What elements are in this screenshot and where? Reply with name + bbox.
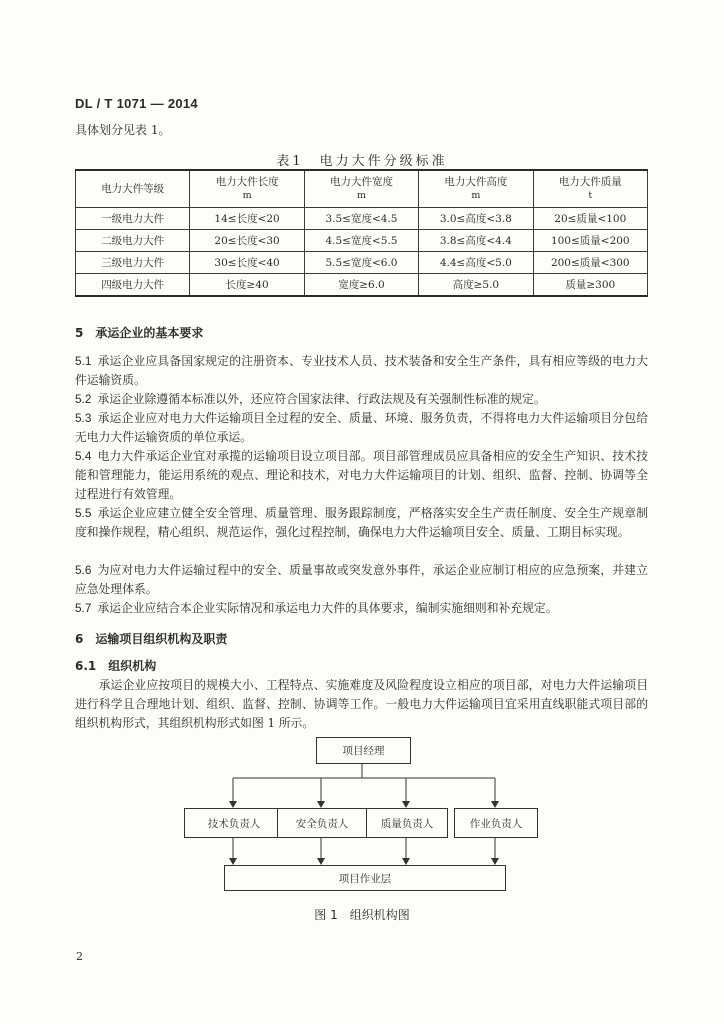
- section-6-1-heading: 6.1 组织机构: [75, 659, 157, 673]
- clause-5-7: 5.7 承运企业应结合本企业实际情况和承运电力大件的具体要求，编制实施细则和补充规定。: [75, 601, 558, 615]
- table-title: 表1 电力大件分级标准: [276, 154, 448, 169]
- page-number: 2: [76, 950, 83, 963]
- org-node-operation-layer: 项目作业层: [224, 865, 506, 891]
- table-header-cell: 电力大件宽度 m: [304, 170, 418, 208]
- figure-caption: 图 1 组织机构图: [314, 908, 410, 922]
- intro-text: 具体划分见表 1。: [75, 123, 171, 137]
- table-row: 二级电力大件 20≤长度<30 4.5≤宽度<5.5 3.8≤高度<4.4 100≤质量<200: [76, 230, 648, 252]
- section-6-heading: 6 运输项目组织机构及职责: [75, 632, 228, 646]
- table-header-cell: 电力大件高度 m: [419, 170, 533, 208]
- table-header-cell: 电力大件等级: [76, 170, 190, 208]
- table-row: 一级电力大件 14≤长度<20 3.5≤宽度<4.5 3.0≤高度<3.8 20≤质量<100: [76, 208, 648, 230]
- org-node-quality-lead: 质量负责人: [366, 808, 448, 838]
- section-5-heading: 5 承运企业的基本要求: [75, 326, 204, 340]
- org-node-safety-lead: 安全负责人: [277, 808, 367, 838]
- org-node-operations-lead: 作业负责人: [454, 808, 538, 838]
- clause-5-6: 5.6 为应对电力大件运输过程中的安全、质量事故或突发意外事件，承运企业应制订相应的应急预案，并建立应急处理体系。: [75, 563, 648, 596]
- clause-5-1: 5.1 承运企业应具备国家规定的注册资本、专业技术人员、技术装备和安全生产条件，具有相应等级的电力大件运输资质。: [75, 354, 648, 387]
- table-header-cell: 电力大件质量 t: [533, 170, 647, 208]
- clause-5-2: 5.2 承运企业除遵循本标准以外，还应符合国家法律、行政法规及有关强制性标准的规定。: [75, 392, 546, 406]
- table-row: 三级电力大件 30≤长度<40 5.5≤宽度<6.0 4.4≤高度<5.0 200≤质量<300: [76, 252, 648, 274]
- clause-5-4: 5.4 电力大件承运企业宜对承揽的运输项目设立项目部。项目部管理成员应具备相应的安全生产知识、技术技能和管理能力，能运用系统的观点、理论和技术，对电力大件运输项目的计划、组织、监督、控制、协调等全过程进行有效管理。: [75, 449, 648, 501]
- standard-code: DL / T 1071 — 2014: [75, 96, 198, 111]
- table-row: 四级电力大件 长度≥40 宽度≥6.0 高度≥5.0 质量≥300: [76, 274, 648, 297]
- org-node-technical-lead: 技术负责人: [184, 808, 284, 838]
- clause-5-5: 5.5 承运企业应建立健全安全管理、质量管理、服务跟踪制度，严格落实安全生产责任制度、安全生产规章制度和操作规程，精心组织、规范运作，强化过程控制，确保电力大件运输项目安全、质量、工期目标实现。: [75, 506, 648, 539]
- section-6-1-text: 承运企业应按项目的规模大小、工程特点、实施难度及风险程度设立相应的项目部，对电力大件运输项目进行科学且合理地计划、组织、监督、控制、协调等工作。一般电力大件运输项目宜采用直线职能式项目部的组织机构形式，其组织机构形式如图 1 所示。: [75, 678, 648, 730]
- org-node-project-manager: 项目经理: [316, 737, 411, 764]
- clause-5-3: 5.3 承运企业应对电力大件运输项目全过程的安全、质量、环境、服务负责，不得将电力大件运输项目分包给无电力大件运输资质的单位承运。: [75, 411, 648, 444]
- table-header-cell: 电力大件长度 m: [190, 170, 304, 208]
